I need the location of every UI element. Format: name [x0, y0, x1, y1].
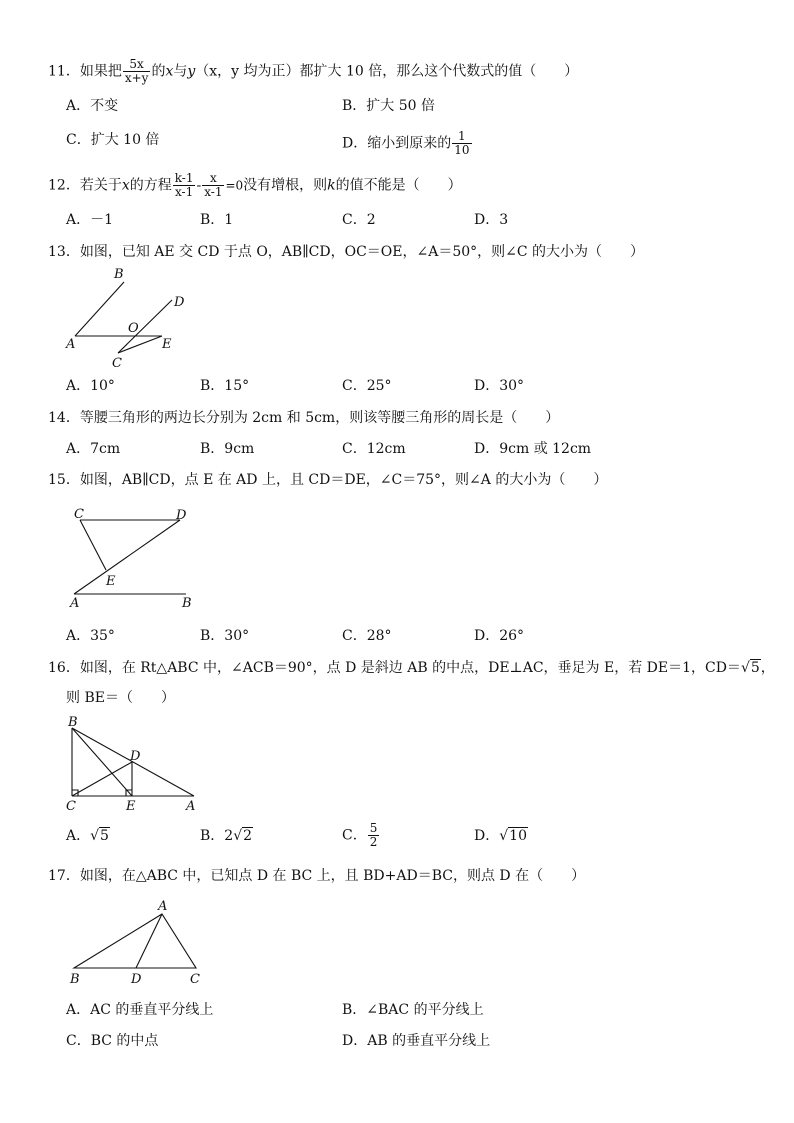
q17-option-a[interactable]: A．AC 的垂直平分线上	[66, 1002, 214, 1018]
q15-option-c[interactable]: C．28°	[342, 628, 392, 644]
q11-y: y	[187, 63, 196, 80]
q14-option-b[interactable]: B．9cm	[200, 441, 255, 457]
q15-label-d: D	[176, 508, 187, 523]
q13-label-e: E	[162, 337, 172, 352]
q15-option-a[interactable]: A．35°	[66, 628, 115, 644]
q17-figure	[64, 898, 224, 990]
q11-post: 的	[151, 63, 166, 80]
q16-label-e: E	[126, 799, 136, 814]
q13-option-d[interactable]: D．30°	[474, 378, 525, 394]
q15-option-d[interactable]: D．26°	[474, 628, 525, 644]
q13-option-b[interactable]: B．15°	[200, 378, 250, 394]
q12-stem	[48, 172, 462, 199]
q17-label-d: D	[131, 972, 142, 987]
q11-frac-den: x+y	[124, 71, 149, 85]
q12-eq: =0	[225, 178, 244, 193]
q17-label-a: A	[158, 899, 168, 914]
q17-stem: 17．如图，在△ABC 中，已知点 D 在 BC 上，且 BD+AD＝BC，则点 D 在（ ）	[48, 868, 586, 884]
q11-stem	[48, 58, 578, 85]
q16-label-a: A	[186, 799, 196, 814]
q12-x: x	[121, 177, 130, 194]
q13-option-a[interactable]: A．10°	[66, 378, 115, 394]
q16-d-radicand: 10	[509, 828, 527, 844]
q12-option-c[interactable]: C．2	[342, 212, 376, 228]
q14-option-d[interactable]: D．9cm 或 12cm	[474, 441, 592, 457]
q17-option-c[interactable]: C．BC 的中点	[66, 1033, 159, 1049]
q13-stem: 13．如图，已知 AE 交 CD 于点 O，AB∥CD，OC＝OE，∠A＝50°，则∠C 的大小为（ ）	[48, 244, 645, 260]
q17-option-d[interactable]: D．AB 的垂直平分线上	[342, 1033, 491, 1049]
q16-c-fraction	[368, 822, 380, 849]
q16-sqrt-radicand: 5	[750, 660, 760, 676]
q15-segment-ce	[80, 520, 106, 570]
q11-option-b[interactable]: B．扩大 50 倍	[342, 98, 436, 114]
q12-tail: 的值不能是（ ）	[335, 177, 462, 194]
q16-label-d: D	[130, 749, 141, 764]
q11-option-d-pre: D．缩小到原来的	[342, 135, 452, 152]
q11-d-den: 10	[454, 143, 470, 157]
q16-c-pre: C．	[342, 827, 367, 844]
q16-label-c: C	[66, 799, 76, 814]
q13-segment-ce	[118, 336, 162, 353]
q11-option-c[interactable]: C．扩大 10 倍	[66, 132, 160, 148]
q16-a-radicand: 5	[100, 828, 109, 844]
q16-option-a[interactable]	[66, 826, 110, 846]
q15-label-a: A	[70, 596, 80, 611]
q12-post: 没有增根，则	[243, 177, 328, 194]
q11-option-a[interactable]: A．不变	[66, 98, 119, 114]
q11-pre: 11．如果把	[48, 63, 122, 80]
q12-minus: -	[196, 177, 202, 194]
q11-d-num: 1	[452, 130, 471, 144]
q16-sqrt: √5	[740, 660, 760, 676]
q12-fraction-2	[202, 172, 224, 199]
q16-c-num: 5	[369, 821, 378, 835]
q14-option-a[interactable]: A．7cm	[66, 441, 121, 457]
q13-label-d: D	[174, 295, 185, 310]
q12-f1-den: x-1	[174, 185, 194, 199]
q16-option-b[interactable]	[200, 826, 253, 846]
q16-option-c[interactable]	[342, 822, 380, 849]
q12-pre: 12．若关于	[48, 177, 122, 194]
q11-fraction	[123, 58, 151, 85]
q11-option-d[interactable]	[342, 130, 473, 157]
q15-option-b[interactable]: B．30°	[200, 628, 250, 644]
q16-a-pre: A．	[66, 828, 91, 844]
q15-label-c: C	[74, 507, 84, 522]
q11-x: x	[165, 63, 174, 80]
q16-line1-post: ，	[760, 660, 775, 676]
q17-triangle-abc	[74, 914, 196, 968]
q14-stem: 14．等腰三角形的两边长分别为 2cm 和 5cm，则该等腰三角形的周长是（ ）	[48, 410, 560, 426]
q16-b-pre: B．2	[200, 828, 234, 844]
q11-option-d-fraction	[452, 130, 471, 157]
q16-line1-pre: 16．如图，在 Rt△ABC 中，∠ACB＝90°，点 D 是斜边 AB 的中点，DE⊥AC，垂足为 E，若 DE＝1，CD＝	[48, 660, 741, 676]
q11-paren: （x，y 均为正）都扩大 10 倍，那么这个代数式的值（ ）	[195, 63, 579, 80]
q17-label-b: B	[70, 972, 80, 987]
q14-option-c[interactable]: C．12cm	[342, 441, 406, 457]
q17-label-c: C	[190, 972, 200, 987]
q11-frac-num: 5x	[123, 58, 151, 72]
q15-stem: 15．如图，AB∥CD，点 E 在 AD 上，且 CD＝DE，∠C＝75°，则∠A 的大小为（ ）	[48, 472, 608, 488]
q16-c-den: 2	[369, 835, 378, 849]
q12-f2-num: x	[202, 172, 224, 186]
q15-label-e: E	[106, 574, 116, 589]
q16-d-pre: D．	[474, 828, 500, 844]
q12-k: k	[327, 177, 336, 194]
q16-segment-be	[72, 728, 132, 796]
q15-segment-ad	[74, 520, 180, 594]
q12-f2-den: x-1	[204, 185, 223, 199]
q16-segment-cd	[72, 762, 132, 796]
q12-mid1: 的方程	[129, 177, 172, 194]
q16-option-d[interactable]	[474, 826, 528, 846]
q13-option-c[interactable]: C．25°	[342, 378, 392, 394]
q15-figure	[64, 504, 204, 609]
q16-figure	[62, 714, 202, 814]
q16-b-radicand: 2	[243, 828, 253, 844]
q13-label-c: C	[112, 356, 122, 371]
q16-d-sqrt: √10	[499, 828, 527, 844]
q13-segment-ab	[75, 282, 124, 336]
q13-label-a: A	[66, 337, 76, 352]
q12-f1-num: k-1	[174, 171, 194, 185]
q16-stem-line2: 则 BE＝（ ）	[66, 690, 175, 706]
q13-label-o: O	[128, 321, 139, 336]
q12-option-a[interactable]: A．－1	[66, 212, 114, 228]
q11-mid: 与	[173, 63, 188, 80]
q16-a-sqrt: √5	[90, 828, 109, 844]
q13-label-b: B	[114, 267, 124, 282]
q13-figure	[62, 266, 202, 371]
q16-b-sqrt: √2	[233, 828, 253, 844]
q16-label-b: B	[68, 715, 78, 730]
q12-option-b[interactable]: B．1	[200, 212, 234, 228]
q15-label-b: B	[182, 596, 192, 611]
q12-fraction-1	[173, 172, 196, 199]
q16-stem-line1	[48, 658, 775, 678]
q17-option-b[interactable]: B．∠BAC 的平分线上	[342, 1002, 484, 1018]
q12-option-d[interactable]: D．3	[474, 212, 509, 228]
